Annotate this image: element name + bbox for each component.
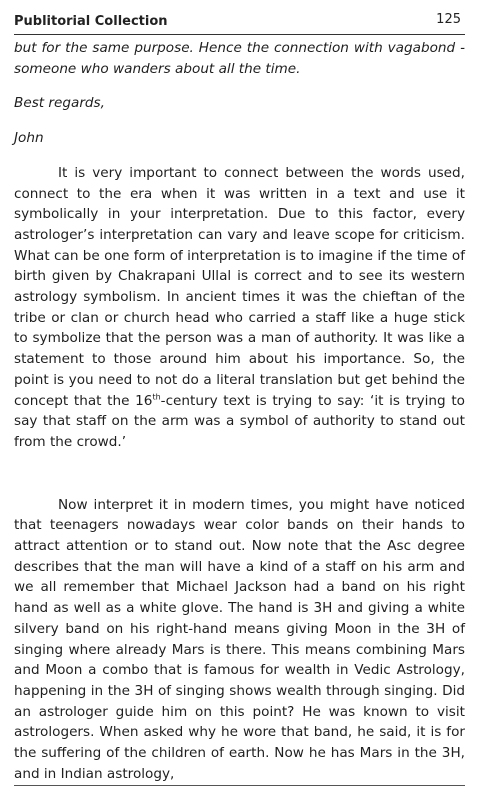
body-paragraph-1	[14, 163, 465, 453]
header-title: Publitorial Collection	[14, 14, 168, 29]
paragraph-1-text: It is very important to connect between the words used, connect to the era when it was written in a text and use it symbolically in your interpretation. Due to this factor, every astrologer’s interpretation can vary and leave scope for criticism. What can be one form of interpretation is to imagine if the time of birth given by Chakrapani Ullal is correct and to see its western astrology symbolism. In ancient times it was the chieftan of the tribe or clan or church head who carried a staff like a huge stick to symbolize that the person was a man of authority. It was like a statement to those around him about his importance. So, the point is you need to not do a literal translation but get behind the concept that the 16	[14, 164, 465, 409]
superscript-ordinal: th	[152, 392, 161, 402]
paragraph-1-text-continued: -century text is trying to say: ‘it is trying to say that staff on the arm was a symbol of authority to stand out from the crowd.’	[14, 392, 465, 450]
page-number: 125	[436, 12, 461, 27]
letter-regards: Best regards,	[14, 95, 105, 112]
letter-closing-text: but for the same purpose. Hence the connection with vagabond - someone who wanders about all the time.	[14, 40, 465, 77]
running-header	[14, 10, 465, 35]
footer-rule	[14, 785, 465, 786]
letter-signature: John	[14, 130, 44, 147]
page-content	[14, 38, 465, 785]
body-paragraph-2: Now interpret it in modern times, you might have noticed that teenagers nowadays wear color bands on their hands to attract attention or to stand out. Now note that the Asc degree describes that the man will have a kind of a staff on his arm and we all remember that Michael Jackson had a band on his right hand as well as a white glove. The hand is 3H and giving a white silvery band on his right-hand means giving Moon in the 3H of singing where already Mars is there. This means combining Mars and Moon a combo that is famous for wealth in Vedic Astrology, happening in the 3H of singing shows wealth through singing. Did an astrologer guide him on this point? He was known to visit astrologers. When asked why he wore that band, he said, it is for the suffering of the children of earth. Now he has Mars in the 3H, and in Indian astrology,	[14, 496, 465, 782]
